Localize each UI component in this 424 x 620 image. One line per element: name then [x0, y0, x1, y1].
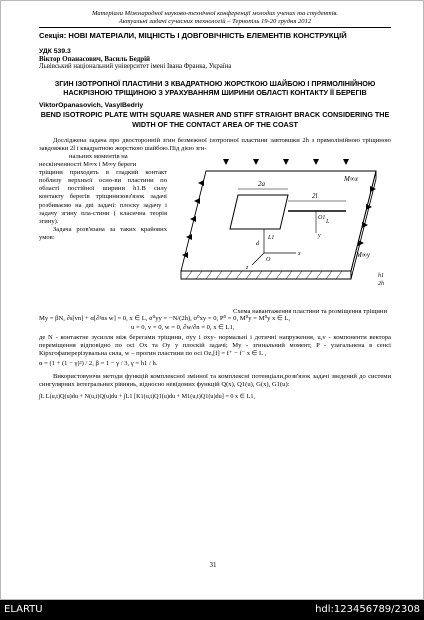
label-h1: h1: [378, 273, 384, 279]
front-edge-hatching: [186, 271, 342, 279]
page-number: 31: [209, 561, 217, 569]
title-ukrainian: ЗГИН ІЗОТРОПНОЇ ПЛАСТИНИ З КВАДРАТНОЮ ЖОРСТКОЮ ШАЙБОЮ І ПРЯМОЛІНІЙНОЮ НАСКРІЗНОЮ ТРІЩИНОЮ З УРАХУВАННЯМ ШИРИНИ ОБЛАСТІ КОНТАКТУ ЇЇ БЕРЕГІВ: [54, 79, 376, 98]
authors-english: ViktorOpanasovich, VasylBedriy: [39, 102, 144, 110]
header-line-2: Актуальні задачі сучасних технологій – Тернопіль 19-20 грудня 2012: [118, 18, 312, 25]
left-text-column: [39, 153, 167, 313]
paragraph-left-a: нальних моментів на: [69, 153, 128, 160]
conference-header: [39, 10, 391, 26]
section-title: Секція: НОВІ МАТЕРІАЛИ, МІЦНІСТЬ І ДОВГОВІЧНІСТЬ ЕЛЕМЕНТІВ КОНСТРУКЦІЙ: [39, 31, 347, 40]
header-line-1: Матеріали Міжнародної науково-технічної конференції молодих учених та студентів.: [91, 10, 339, 17]
paragraph-left-b: нескінченності M∞x i M∞y береги: [39, 161, 137, 169]
label-z: z: [246, 265, 249, 271]
footer-repository-name: ELARTU: [4, 604, 43, 615]
label-l1: L1: [268, 235, 275, 241]
label-x: x: [298, 251, 301, 257]
footer-handle[interactable]: hdl:123456789/2308: [315, 604, 420, 615]
repository-footer: [0, 600, 424, 620]
paragraph-method: Використовуючи методи функцій комплексної змінної та комплексні потенціали,розв'язок задачі зведений до системи сингулярних інтегральних рівнянь, відносно невідомих функцій Q(x), Q1(u), G(x), G1(u):: [39, 373, 391, 389]
square-washer: [230, 195, 288, 229]
page-content: [39, 10, 391, 402]
moment-arrows-top: [223, 159, 349, 165]
figure-caption: Схема навантаження пластини та розміщення тріщини: [232, 308, 387, 315]
label-my: M∞y: [356, 251, 370, 259]
plate-diagram: [176, 153, 391, 313]
title-english: BEND ISOTROPIC PLATE WITH SQUARE WASHER AND STIFF STRAIGHT BRACK CONSIDERING THE WIDTH OF THE CONTACT AREA OF THE COAST: [40, 110, 390, 129]
equation-1: My = βN, ∂s[vn] + α[∂²ns w] = 0, x ∈ L, σ⁰yy = −N/(2h), σ⁰xy = 0, P⁰ = 0, M⁰y = M⁰y x ∈ L,: [39, 315, 291, 322]
label-2a: 2a: [258, 180, 265, 188]
label-mx: M∞x: [344, 175, 358, 183]
text-figure-row: [39, 153, 391, 313]
axis-z-line: [252, 253, 264, 265]
plate-diagram-svg: [176, 153, 391, 313]
equation-2: u = 0, v = 0, w = 0, ∂w/∂n = 0, x ∈ L1,: [131, 323, 235, 331]
header-rule: [39, 27, 391, 28]
label-2l: 2l: [312, 192, 318, 200]
plate-top-face: [181, 171, 376, 271]
affiliation: Львівський національний університет імені Івана Франка, Україна: [39, 63, 232, 70]
paragraph-intro: Досліджена задача про двосторонній згин безмежної ізотропної пластини завтовшки 2h з прямолінійною тріщиною завдовжки 2l і квадратною жорсткою шайбою.Під дією зги-: [39, 136, 391, 152]
label-2h: 2h: [378, 281, 384, 287]
paragraph-definitions: де N - контактне зусилля між берегами тріщини, σyy і σxy- нормальні і дотичні напруження, u,v - компоненти вектора переміщення відповідно по осі Ox та Oy у плоскій задачі; My - згинальний момент, P - узагальнена в сенсі Кірхгофаперерізувальна сила, w – прогин пластини по осі Oz,[f] = f⁺ − f⁻ x ∈ L ,: [39, 334, 391, 358]
label-o: O: [266, 257, 271, 263]
label-o1: O1: [318, 215, 326, 221]
equation-3: α = (1 + (1 − γ)²) / 2, β = 1 − γ / 3, γ = h1 / h.: [39, 360, 158, 368]
equation-4: ∫L L(u,t)Q(u)du + N(u,t)Q(u)du + ∫L1 [K1(u,t)Q1(u)du + M1(u,t)Q1(u)du] = 0 x ∈ L1,: [39, 393, 255, 401]
label-d: d: [256, 241, 259, 247]
authors: Віктор Опанасович, Василь Бедрій: [39, 55, 151, 63]
paragraph-left-c: тріщини приходять в гладкий контакт поблизу верхньої осно-ви пластини по області постійної ширини h1.В силу контакту берегів тріщинизовз'язок задачі розбиваємо на дві задачі: плоску задачу і задачу згину пла-стини ( класична теорія згину).: [39, 169, 167, 225]
paragraph-left-d: Задача розв'язана за таких крайових умов:: [39, 225, 167, 241]
label-y: y: [318, 233, 321, 239]
udk-code: УДК 539.3: [39, 48, 71, 55]
plate-front-edge: [181, 271, 351, 279]
label-l: L: [326, 219, 330, 225]
